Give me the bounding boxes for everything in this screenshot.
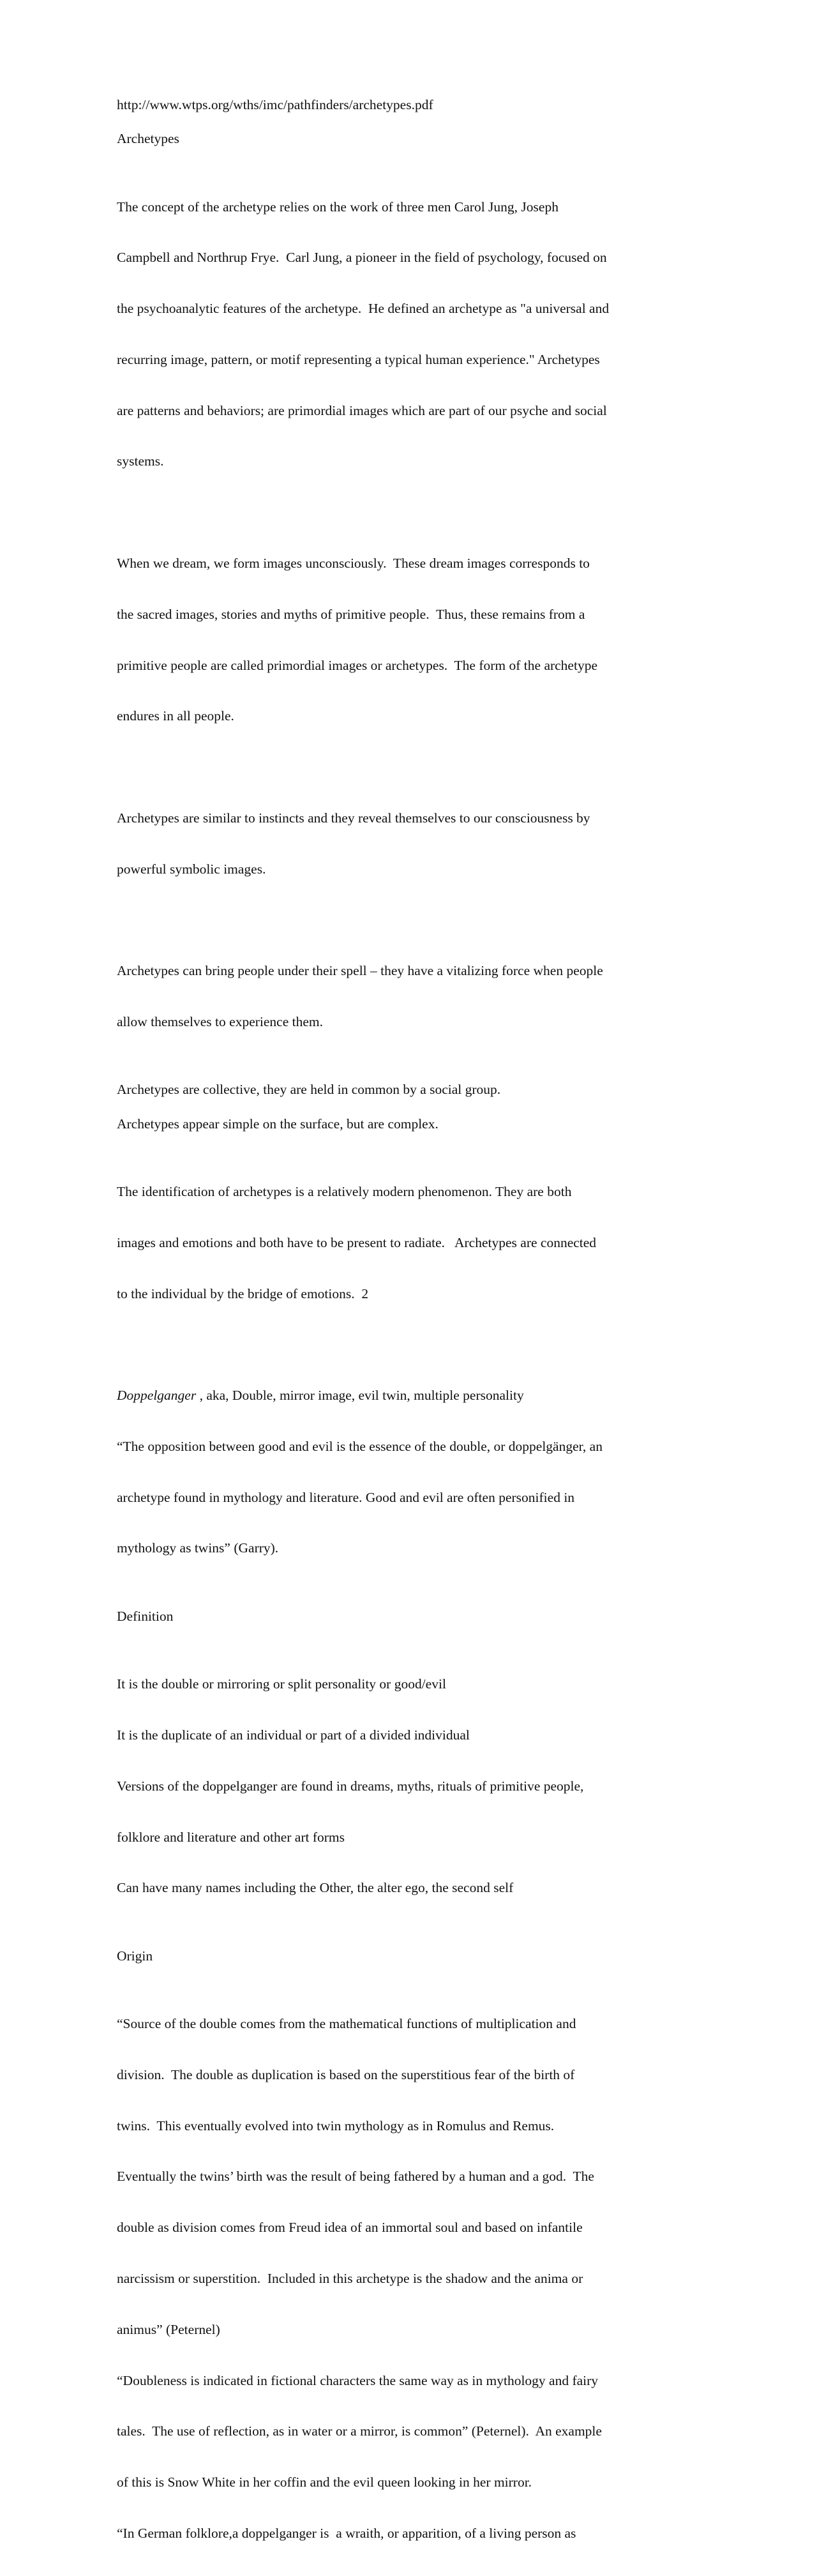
dream-paragraph xyxy=(117,521,678,759)
doppelganger-heading xyxy=(117,1387,678,1404)
document-title: Archetypes xyxy=(117,131,179,147)
paragraph-line: When we dream, we form images unconsciously. These dream images corresponds to xyxy=(117,556,590,572)
quote-line: archetype found in mythology and literature. Good and evil are often personified in xyxy=(117,1489,575,1505)
instincts-paragraph xyxy=(117,776,678,912)
identification-paragraph xyxy=(117,1149,678,1337)
origin-line: “Doubleness is indicated in fictional characters the same way as in mythology and fairy xyxy=(117,2372,599,2388)
definition-heading: Definition xyxy=(117,1608,174,1624)
doppelganger-aka: , aka, Double, mirror image, evil twin, multiple personality xyxy=(196,1388,524,1404)
quote-line: mythology as twins” (Garry). xyxy=(117,1540,279,1556)
collective-paragraph: Archetypes are collective, they are held in common by a social group. xyxy=(117,1082,501,1098)
origin-line: twins. This eventually evolved into twin mythology as in Romulus and Remus. xyxy=(117,2118,555,2133)
quote-line: “The opposition between good and evil is the essence of the double, or doppelgänger, an xyxy=(117,1438,603,1454)
doppelganger-section xyxy=(117,1353,678,1591)
paragraph-line: primitive people are called primordial images or archetypes. The form of the archetype xyxy=(117,657,597,673)
doppelganger-term: Doppelganger xyxy=(117,1388,197,1404)
document-body xyxy=(117,96,678,2576)
origin-line: “Source of the double comes from the mathematical functions of multiplication and xyxy=(117,2016,576,2032)
source-url: http://www.wtps.org/wths/imc/pathfinders/archetypes.pdf xyxy=(117,97,433,112)
paragraph-line: Archetypes can bring people under their spell – they have a vitalizing force when people xyxy=(117,963,603,979)
spell-paragraph xyxy=(117,928,678,1064)
origin-heading: Origin xyxy=(117,1948,153,1964)
origin-line: animus” (Peternel) xyxy=(117,2321,220,2337)
paragraph-line: the psychoanalytic features of the archetype. He defined an archetype as "a universal and xyxy=(117,301,610,317)
origin-line: of this is Snow White in her coffin and the evil queen looking in her mirror. xyxy=(117,2474,532,2490)
origin-line: “In German folklore,a doppelganger is a wraith, or apparition, of a living person as xyxy=(117,2525,576,2541)
intro-paragraph xyxy=(117,164,678,504)
definition-line: It is the duplicate of an individual or part of a divided individual xyxy=(117,1727,470,1743)
paragraph-line: images and emotions and both have to be present to radiate. Archetypes are connected xyxy=(117,1234,597,1250)
paragraph-line: recurring image, pattern, or motif representing a typical human experience." Archetypes xyxy=(117,351,600,367)
origin-line: tales. The use of reflection, as in water or a mirror, is common” (Peternel). An example xyxy=(117,2423,602,2439)
definition-line: Can have many names including the Other, the alter ego, the second self xyxy=(117,1880,514,1896)
definition-line: Versions of the doppelganger are found in dreams, myths, rituals of primitive people, xyxy=(117,1778,584,1794)
origin-line: Eventually the twins’ birth was the result of being fathered by a human and a god. The xyxy=(117,2169,594,2185)
definition-line: folklore and literature and other art forms xyxy=(117,1829,345,1845)
definition-line: It is the double or mirroring or split personality or good/evil xyxy=(117,1676,446,1692)
paragraph-line: systems. xyxy=(117,453,164,469)
origin-line: division. The double as duplication is based on the superstitious fear of the birth of xyxy=(117,2066,575,2082)
definition-list xyxy=(117,1642,678,1930)
paragraph-line: The concept of the archetype relies on the work of three men Carol Jung, Joseph xyxy=(117,199,558,215)
paragraph-line: powerful symbolic images. xyxy=(117,861,266,877)
paragraph-line: are patterns and behaviors; are primordial images which are part of our psyche and social xyxy=(117,402,607,418)
paragraph-line: endures in all people. xyxy=(117,708,234,724)
origin-line: double as division comes from Freud idea of an immortal soul and based on infantile xyxy=(117,2220,583,2236)
paragraph-line: The identification of archetypes is a relatively modern phenomenon. They are both xyxy=(117,1184,572,1199)
origin-text xyxy=(117,1981,678,2576)
paragraph-line: Campbell and Northrup Frye. Carl Jung, a pioneer in the field of psychology, focused on xyxy=(117,250,607,266)
origin-line: narcissism or superstition. Included in this archetype is the shadow and the anima or xyxy=(117,2271,583,2286)
paragraph-line: to the individual by the bridge of emotions. 2 xyxy=(117,1285,369,1301)
paragraph-line: allow themselves to experience them. xyxy=(117,1014,323,1030)
paragraph-line: Archetypes are similar to instincts and they reveal themselves to our consciousness by xyxy=(117,810,590,826)
paragraph-line: the sacred images, stories and myths of primitive people. Thus, these remains from a xyxy=(117,606,585,622)
simple-paragraph: Archetypes appear simple on the surface, but are complex. xyxy=(117,1116,438,1132)
